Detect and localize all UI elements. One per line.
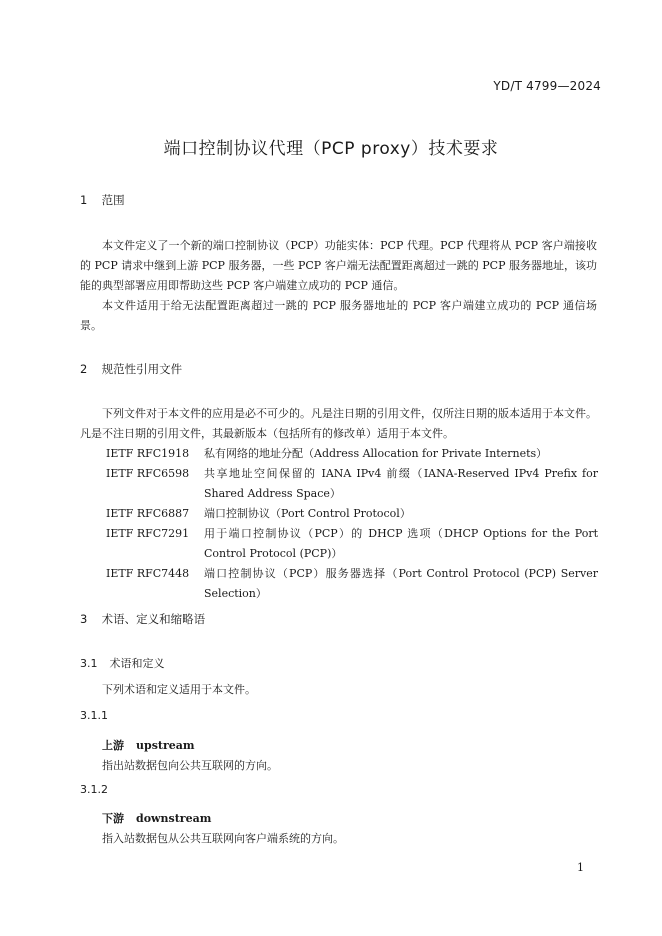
reference-title: 端口控制协议（PCP）服务器选择（Port Control Protocol (PCP) Server Selection） [204,567,598,600]
reference-id: IETF RFC6598 [106,467,190,480]
reference-id: IETF RFC7448 [106,567,190,580]
section-2-heading [80,361,182,377]
section-title: 规范性引用文件 [101,362,183,376]
subsection-number: 3.1 [80,657,98,670]
reference-row [106,464,598,504]
reference-title: 私有网络的地址分配（Address Allocation for Private Internets） [204,447,548,460]
term-definition: 指出站数据包向公共互联网的方向。 [102,759,278,772]
term-definition: 指入站数据包从公共互联网向客户端系统的方向。 [102,832,344,845]
reference-id: IETF RFC6887 [106,507,190,520]
section-number: 2 [80,362,88,376]
term-number: 3.1.1 [80,709,108,722]
term-entry [102,810,211,826]
paragraph: 本文件定义了一个新的端口控制协议（PCP）功能实体：PCP 代理。PCP 代理将从 PCP 客户端接收的 PCP 请求中继到上游 PCP 服务器，一些 PCP 客户端无法配置距离超过一跳的 PCP 服务器地址，该功能的典型部署应用即帮助这些 PCP 客户端建立成功的 PCP 通信。 [80,239,597,292]
term-en: upstream [136,739,195,752]
reference-title: 端口控制协议（Port Control Protocol） [204,507,411,520]
paragraph: 下列文件对于本文件的应用是必不可少的。凡是注日期的引用文件，仅所注日期的版本适用于本文件。凡是不注日期的引用文件，其最新版本（包括所有的修改单）适用于本文件。 [80,407,597,440]
page-number: 1 [577,861,584,874]
paragraph: 下列术语和定义适用于本文件。 [102,683,256,696]
section-title: 术语、定义和缩略语 [101,612,206,626]
section-title: 范围 [101,193,125,207]
section-number: 1 [80,193,88,207]
reference-row [106,444,598,464]
reference-row [106,564,598,604]
term-en: downstream [136,812,212,825]
term-entry [102,737,195,753]
reference-row [106,504,598,524]
term-zh: 下游 [102,812,124,825]
term-number: 3.1.2 [80,783,108,796]
reference-id: IETF RFC7291 [106,527,190,540]
reference-row [106,524,598,564]
subsection-title: 术语和定义 [109,657,165,670]
section-1-heading [80,192,125,208]
paragraph: 本文件适用于给无法配置距离超过一跳的 PCP 服务器地址的 PCP 客户端建立成功的 PCP 通信场景。 [80,299,597,332]
section-3-heading [80,611,205,627]
term-zh: 上游 [102,739,124,752]
reference-title: 用于端口控制协议（PCP）的 DHCP 选项（DHCP Options for the Port Control Protocol (PCP)） [204,527,598,560]
section-number: 3 [80,612,88,626]
reference-title: 共享地址空间保留的 IANA IPv4 前缀（IANA-Reserved IPv4 Prefix for Shared Address Space） [204,467,598,500]
reference-id: IETF RFC1918 [106,447,190,460]
document-id: YD/T 4799—2024 [493,79,601,93]
document-title: 端口控制协议代理（PCP proxy）技术要求 [163,139,499,159]
subsection-3-1-heading [80,655,165,671]
